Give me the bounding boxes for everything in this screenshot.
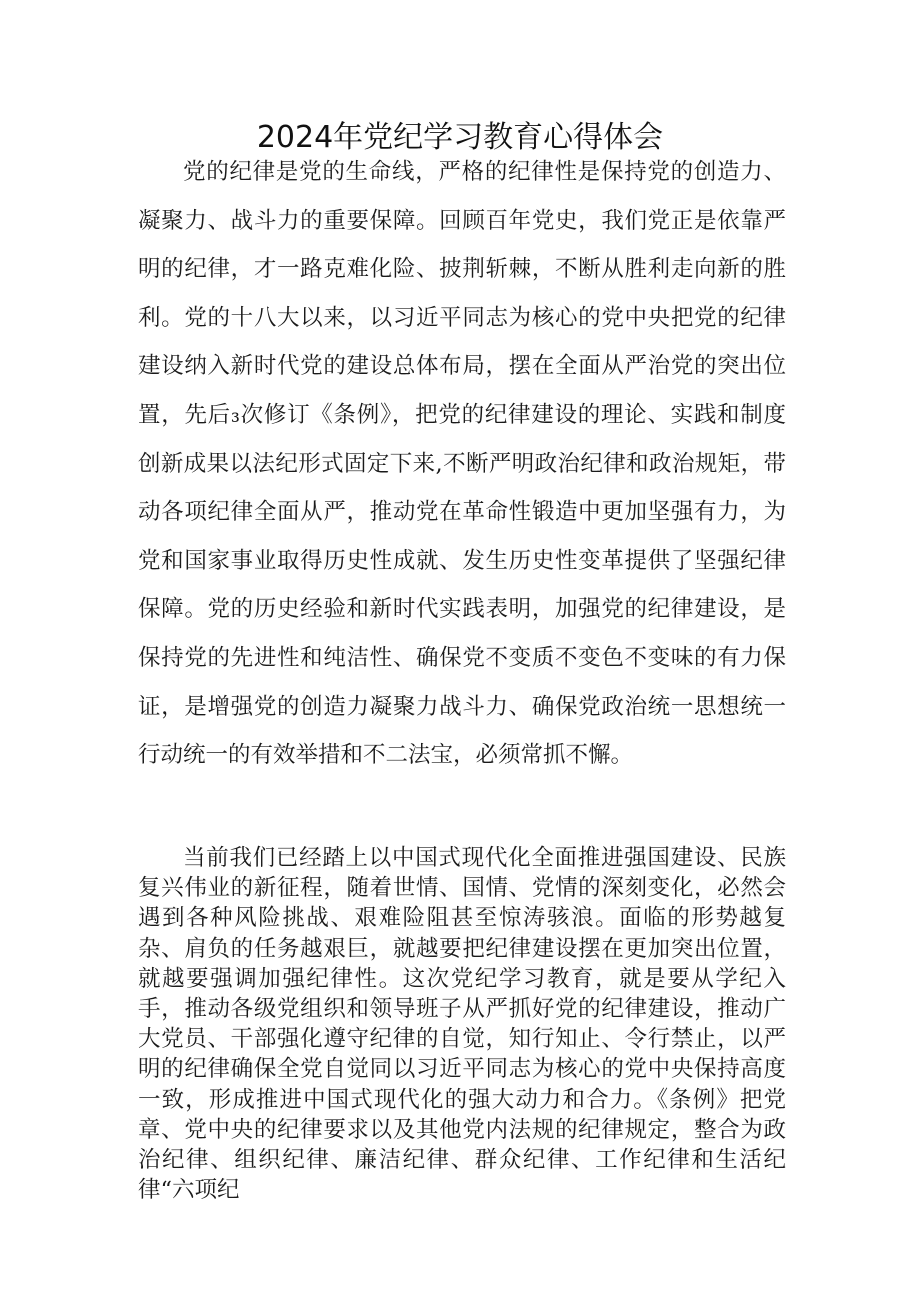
document-title: 2024年党纪学习教育心得体会 [256, 120, 664, 155]
paragraph-1: 党的纪律是党的生命线，严格的纪律性是保持党的创造力、凝聚力、战斗力的重要保障。回顾百年党史，我们党正是依靠严明的纪律，才一路克难化险、披荆斩棘，不断从胜利走向新的胜利。党的十八大以来，以习近平同志为核心的党中央把党的纪律建设纳入新时代党的建设总体布局，摆在全面从严治党的突出位置，先后₃次修订《条例》，把党的纪律建设的理论、实践和制度创新成果以法纪形式固定下来,不断严明政治纪律和政治规矩，带动各项纪律全面从严，推动党在革命性锻造中更加坚强有力，为党和国家事业取得历史性成就、发生历史性变革提供了坚强纪律保障。党的历史经验和新时代实践表明，加强党的纪律建设，是保持党的先进性和纯洁性、确保党不变质不变色不变味的有力保证，是增强党的创造力凝聚力战斗力、确保党政治统一思想统一行动统一的有效举措和不二法宝，必须常抓不懈。 [138, 159, 786, 769]
paragraph-2: 当前我们已经踏上以中国式现代化全面推进强国建设、民族复兴伟业的新征程，随着世情、国情、党情的深刻变化，必然会遇到各种风险挑战、艰难险阻甚至惊涛骇浪。面临的形势越复杂、肩负的任务越艰巨，就越要把纪律建设摆在更加突出位置，就越要强调加强纪律性。这次党纪学习教育，就是要从学纪入手，推动各级党组织和领导班子从严抓好党的纪律建设，推动广大党员、干部强化遵守纪律的自觉，知行知止、令行禁止，以严明的纪律确保全党自觉同以习近平同志为核心的党中央保持高度一致，形成推进中国式现代化的强大动力和合力。《条例》把党章、党中央的纪律要求以及其他党内法规的纪律规定，整合为政治纪律、组织纪律、廉洁纪律、群众纪律、工作纪律和生活纪律“六项纪 [138, 845, 786, 1204]
